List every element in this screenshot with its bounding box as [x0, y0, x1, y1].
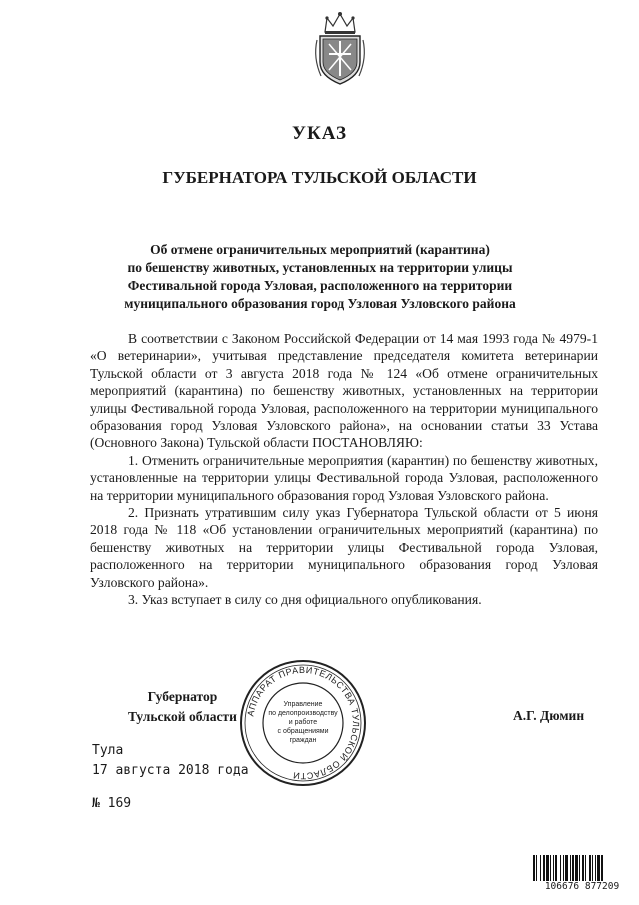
stamp-center-line: и работе [288, 719, 318, 726]
heading-line: Фестивальной города Узловая, расположенного на территории [127, 278, 513, 293]
signatory-position-line: Губернатор [147, 689, 218, 704]
barcode-number: 106676 877209 [531, 881, 633, 892]
heading-line: муниципального образования город Узловая Узловского района [124, 296, 516, 311]
stamp-center-line: по делопроизводству [268, 710, 338, 717]
document-body [90, 330, 598, 609]
signatory-name: А.Г. Дюмин [513, 708, 585, 723]
signatory-position-line: Тульской области [128, 709, 237, 724]
official-stamp [238, 658, 368, 788]
preamble-paragraph: В соответствии с Законом Российской Федерации от 14 мая 1993 года № 4979-1 «О ветеринарии», учитывая представление председателя комитета ветеринарии Тульской области от 3 августа 2018 года № 124 «Об отмене ограничительных мероприятий (карантина) по бешенству животных, установленных на территории улицы Фестивальной города Узловая, расположенного на территории муниципального образования город Узловая Узловского района», на основании статьи 33 Устава (Основного Закона) Тульской области ПОСТАНОВЛЯЮ: [90, 331, 598, 451]
resolution-item: 3. Указ вступает в силу со дня официального опубликования. [128, 592, 482, 608]
stamp-center-line: Управление [283, 701, 323, 708]
coat-of-arms-emblem [311, 10, 369, 88]
resolution-item: 1. Отменить ограничительные мероприятия (карантин) по бешенству животных, установленные на территории улицы Фестивальной города Узловая, расположенного на территории муниципального образования город Узловая Узловского района. [90, 452, 598, 503]
resolution-item: 2. Признать утратившим силу указ Губернатора Тульской области от 5 июня 2018 года № 118 «Об установлении ограничительных мероприятий (карантина) по бешенству животных на территории улицы Фестивальной города Узловая, расположенного на территории муниципального образования город Узловая Узловского района». [90, 505, 598, 590]
document-type-title: УКАЗ [292, 123, 347, 144]
heading-line: Об отмене ограничительных мероприятий (карантина) [150, 242, 490, 257]
document-number: № 169 [92, 796, 132, 811]
stamp-center-line: с обращениями [277, 728, 329, 735]
signatory-position [128, 687, 237, 727]
issue-date: 17 августа 2018 года [92, 763, 249, 778]
stamp-ring-text: АППАРАТ ПРАВИТЕЛЬСТВА ТУЛЬСКОЙ ОБЛАСТИ [245, 664, 362, 782]
heading-line: по бешенству животных, установленных на территории улицы [127, 260, 513, 275]
issuer-title: ГУБЕРНАТОРА ТУЛЬСКОЙ ОБЛАСТИ [162, 168, 477, 187]
stamp-center-line: граждан [289, 737, 317, 744]
place-of-issue: Тула [92, 743, 124, 758]
document-heading [95, 241, 545, 313]
